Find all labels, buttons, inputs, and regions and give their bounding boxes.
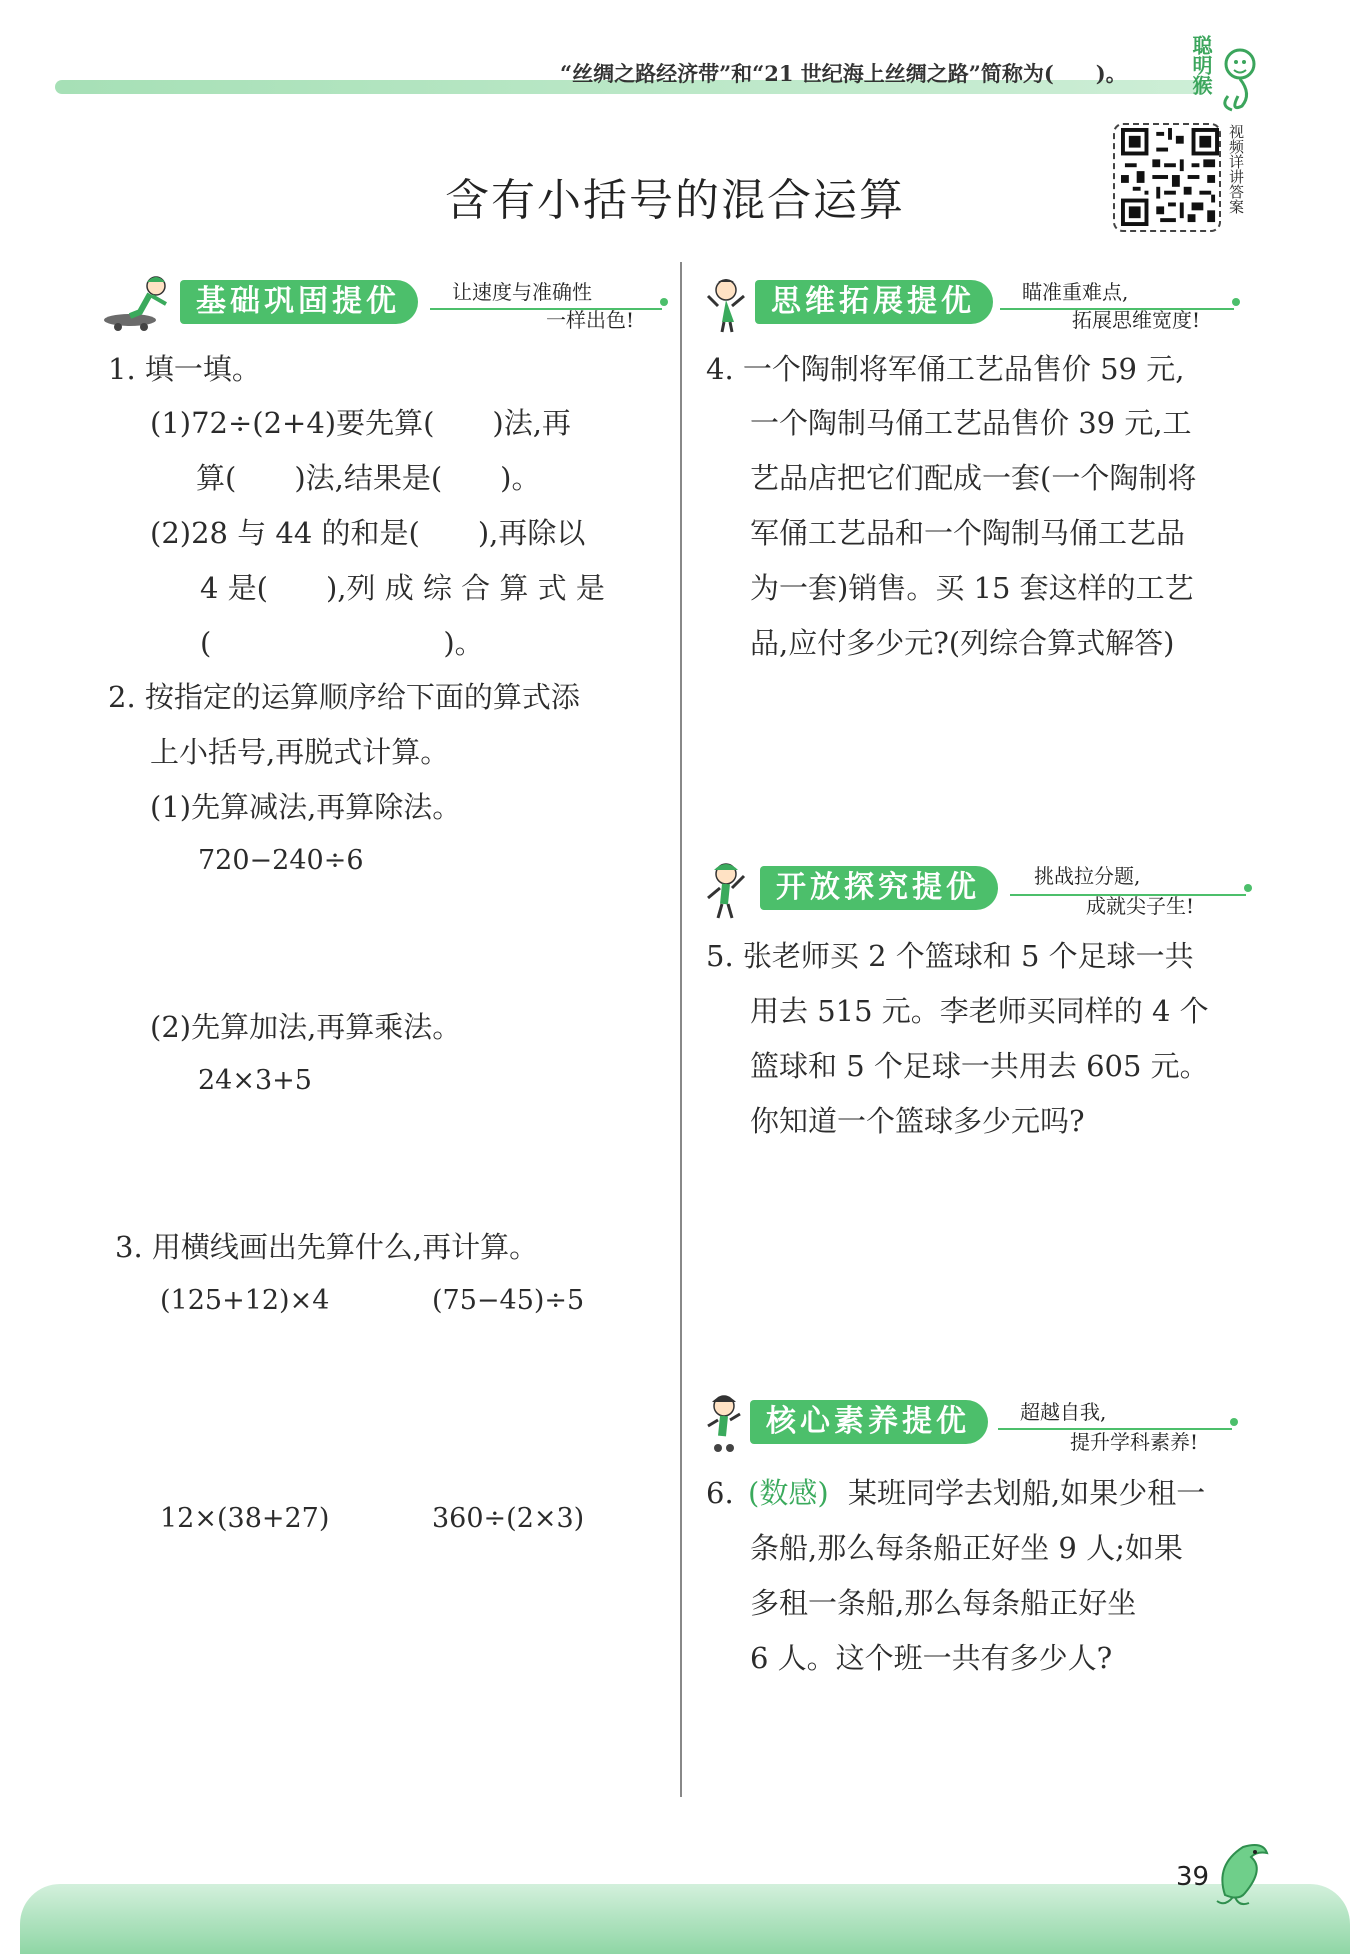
q1-line: (2)28 与 44 的和是( ),再除以: [150, 516, 586, 550]
q3-expression: (125+12)×4: [160, 1285, 330, 1316]
q3-expression: 360÷(2×3): [432, 1503, 585, 1534]
q4-line: 4. 一个陶制将军俑工艺品售价 59 元,: [706, 352, 1185, 386]
q2-part2: (2)先算加法,再算乘法。: [150, 1010, 462, 1044]
column-divider: [680, 262, 682, 1797]
section-dot: [1230, 1418, 1238, 1426]
section-header-basic: [100, 272, 670, 334]
q2-part1: (1)先算减法,再算除法。: [150, 790, 462, 824]
section-dot: [1232, 298, 1240, 306]
dolphin-icon: [1205, 1835, 1280, 1910]
q2-heading: 2. 按指定的运算顺序给下面的算式添: [108, 680, 580, 714]
section-tagline: 挑战拉分题,: [1034, 864, 1141, 888]
q1-line: (1)72÷(2+4)要先算( )法,再: [150, 406, 571, 440]
mascot-label: 聪明猴: [1189, 35, 1213, 95]
q1-heading: 1. 填一填。: [108, 352, 261, 386]
q1-line: 4 是( ),列 成 综 合 算 式 是: [200, 571, 605, 605]
q1-line: ( )。: [200, 626, 484, 660]
section-tagline: 让速度与准确性: [452, 280, 592, 304]
section-header-thinking: [700, 272, 1260, 334]
q6-number: 6.: [706, 1476, 734, 1510]
q4-line: 一个陶制马俑工艺品售价 39 元,工: [750, 406, 1192, 440]
section-tagline: 成就尖子生!: [1086, 894, 1195, 918]
page-number: 39: [1176, 1862, 1210, 1892]
q5-line: 用去 515 元。李老师买同样的 4 个: [750, 994, 1209, 1028]
section-tagline: 拓展思维宽度!: [1072, 308, 1201, 332]
section-title-open: 开放探究提优: [760, 866, 998, 910]
q5-line: 篮球和 5 个足球一共用去 605 元。: [750, 1049, 1209, 1083]
q3-heading: 3. 用横线画出先算什么,再计算。: [115, 1230, 539, 1264]
section-title-basic: 基础巩固提优: [180, 280, 418, 324]
section-dot: [660, 298, 668, 306]
header-quiz-question: “丝绸之路经济带”和“21 世纪海上丝绸之路”简称为( )。: [560, 61, 1127, 86]
q4-line: 为一套)销售。买 15 套这样的工艺: [750, 571, 1194, 605]
section-tagline: 超越自我,: [1020, 1400, 1107, 1424]
q4-line: 品,应付多少元?(列综合算式解答): [750, 626, 1175, 660]
section-title-thinking: 思维拓展提优: [755, 280, 993, 324]
q4-line: 军俑工艺品和一个陶制马俑工艺品: [750, 516, 1186, 550]
q2-line: 上小括号,再脱式计算。: [150, 735, 450, 769]
q5-line: 5. 张老师买 2 个篮球和 5 个足球一共: [706, 939, 1194, 973]
q6-tag: (数感): [748, 1476, 829, 1510]
q5-line: 你知道一个篮球多少元吗?: [750, 1104, 1085, 1138]
section-tagline: 一样出色!: [546, 308, 635, 332]
section-tagline: 提升学科素养!: [1070, 1430, 1199, 1454]
q6-line: 某班同学去划船,如果少租一: [848, 1476, 1206, 1510]
page-title: 含有小括号的混合运算: [445, 175, 905, 226]
q1-line: 算( )法,结果是( )。: [196, 461, 541, 495]
q2-expression: 24×3+5: [198, 1065, 312, 1096]
section-header-core: [700, 1392, 1240, 1454]
q6-line: 6 人。这个班一共有多少人?: [750, 1641, 1113, 1675]
section-header-open: [700, 858, 1260, 920]
bottom-banner: [20, 1884, 1350, 1954]
q3-expression: 12×(38+27): [160, 1503, 330, 1534]
section-tagline: 瞄准重难点,: [1022, 280, 1129, 304]
section-title-core: 核心素养提优: [750, 1400, 988, 1444]
q3-expression: (75−45)÷5: [432, 1285, 585, 1316]
q6-line: 条船,那么每条船正好坐 9 人;如果: [750, 1531, 1183, 1565]
qr-label: 视频详讲答案: [1227, 124, 1245, 214]
q4-line: 艺品店把它们配成一套(一个陶制将: [750, 461, 1197, 495]
section-dot: [1244, 884, 1252, 892]
q2-expression: 720−240÷6: [198, 845, 364, 876]
skateboard-boy-icon: [100, 272, 180, 334]
q6-line: 多租一条船,那么每条船正好坐: [750, 1586, 1137, 1620]
